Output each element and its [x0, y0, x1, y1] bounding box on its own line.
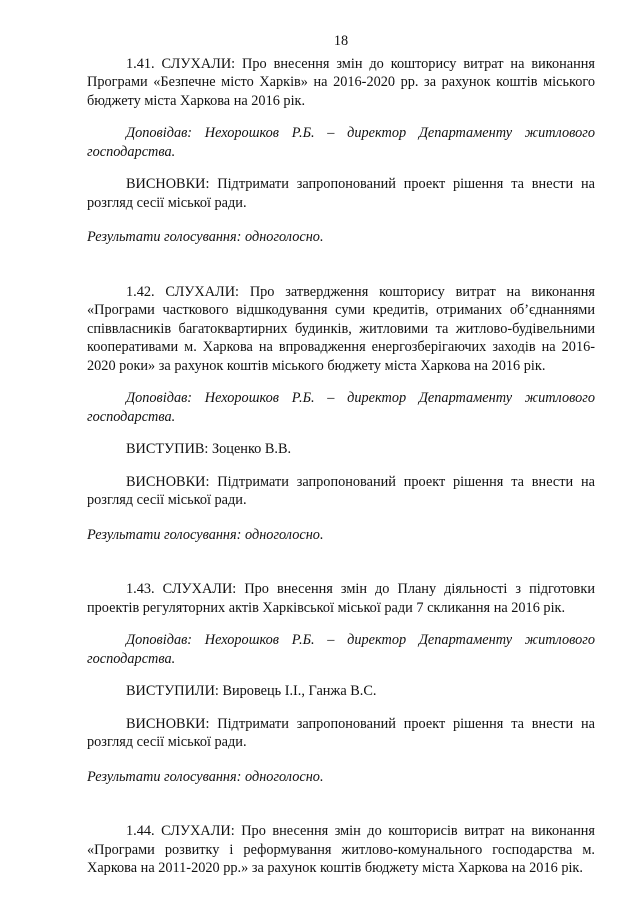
- item-1-42-heard: 1.42. СЛУХАЛИ: Про затвердження кошторису витрат на виконання «Програми часткового відшкодування суми кредитів, отриманих об’єднаннями співвласників багатоквартирних будинків, житловими та житлово-будівельними кооперативами м. Харкова на впровадження енергозберігаючих заходів на 2016-2020 роки» за рахунок коштів міського бюджету міста Харкова на 2016 рік.: [87, 283, 595, 374]
- item-1-43-speakers: ВИСТУПИЛИ: Вировець І.І., Ганжа В.С.: [126, 683, 377, 699]
- item-1-41-vote: Результати голосування: одноголосно.: [87, 229, 324, 245]
- item-1-44-heard: 1.44. СЛУХАЛИ: Про внесення змін до кошторисів витрат на виконання «Програми розвитку і реформування житлово-комунального господарства м. Харкова на 2011-2020 рр.» за рахунок коштів бюджету міста Харкова на 2016 рік.: [87, 823, 595, 876]
- item-1-43-conclusions: ВИСНОВКИ: Підтримати запропонований проект рішення та внести на розгляд сесії міської ради.: [87, 715, 595, 750]
- item-1-43-reporter: Доповідав: Нехорошков Р.Б. – директор Департаменту житлового господарства.: [87, 632, 595, 667]
- item-1-43-heard: 1.43. СЛУХАЛИ: Про внесення змін до Плану діяльності з підготовки проектів регуляторних актів Харківської міської ради 7 скликання на 2016 рік.: [87, 581, 595, 616]
- item-1-42-reporter: Доповідав: Нехорошков Р.Б. – директор Департаменту житлового господарства.: [87, 390, 595, 425]
- item-1-42-vote: Результати голосування: одноголосно.: [87, 526, 324, 543]
- item-1-41-reporter: Доповідав: Нехорошков Р.Б. – директор Департаменту житлового господарства.: [87, 125, 595, 160]
- item-1-41-conclusions: ВИСНОВКИ: Підтримати запропонований проект рішення та внести на розгляд сесії міської ради.: [87, 176, 595, 211]
- page-number: 18: [333, 33, 349, 49]
- item-1-41-heard: 1.41. СЛУХАЛИ: Про внесення змін до кошторису витрат на виконання Програми «Безпечне місто Харків» на 2016-2020 рр. за рахунок коштів міського бюджету міста Харкова на 2016 рік.: [87, 55, 595, 109]
- item-1-42-conclusions: ВИСНОВКИ: Підтримати запропонований проект рішення та внести на розгляд сесії міської ради.: [87, 473, 595, 508]
- item-1-43-vote: Результати голосування: одноголосно.: [87, 768, 324, 785]
- item-1-42-speakers: ВИСТУПИВ: Зоценко В.В.: [126, 441, 292, 457]
